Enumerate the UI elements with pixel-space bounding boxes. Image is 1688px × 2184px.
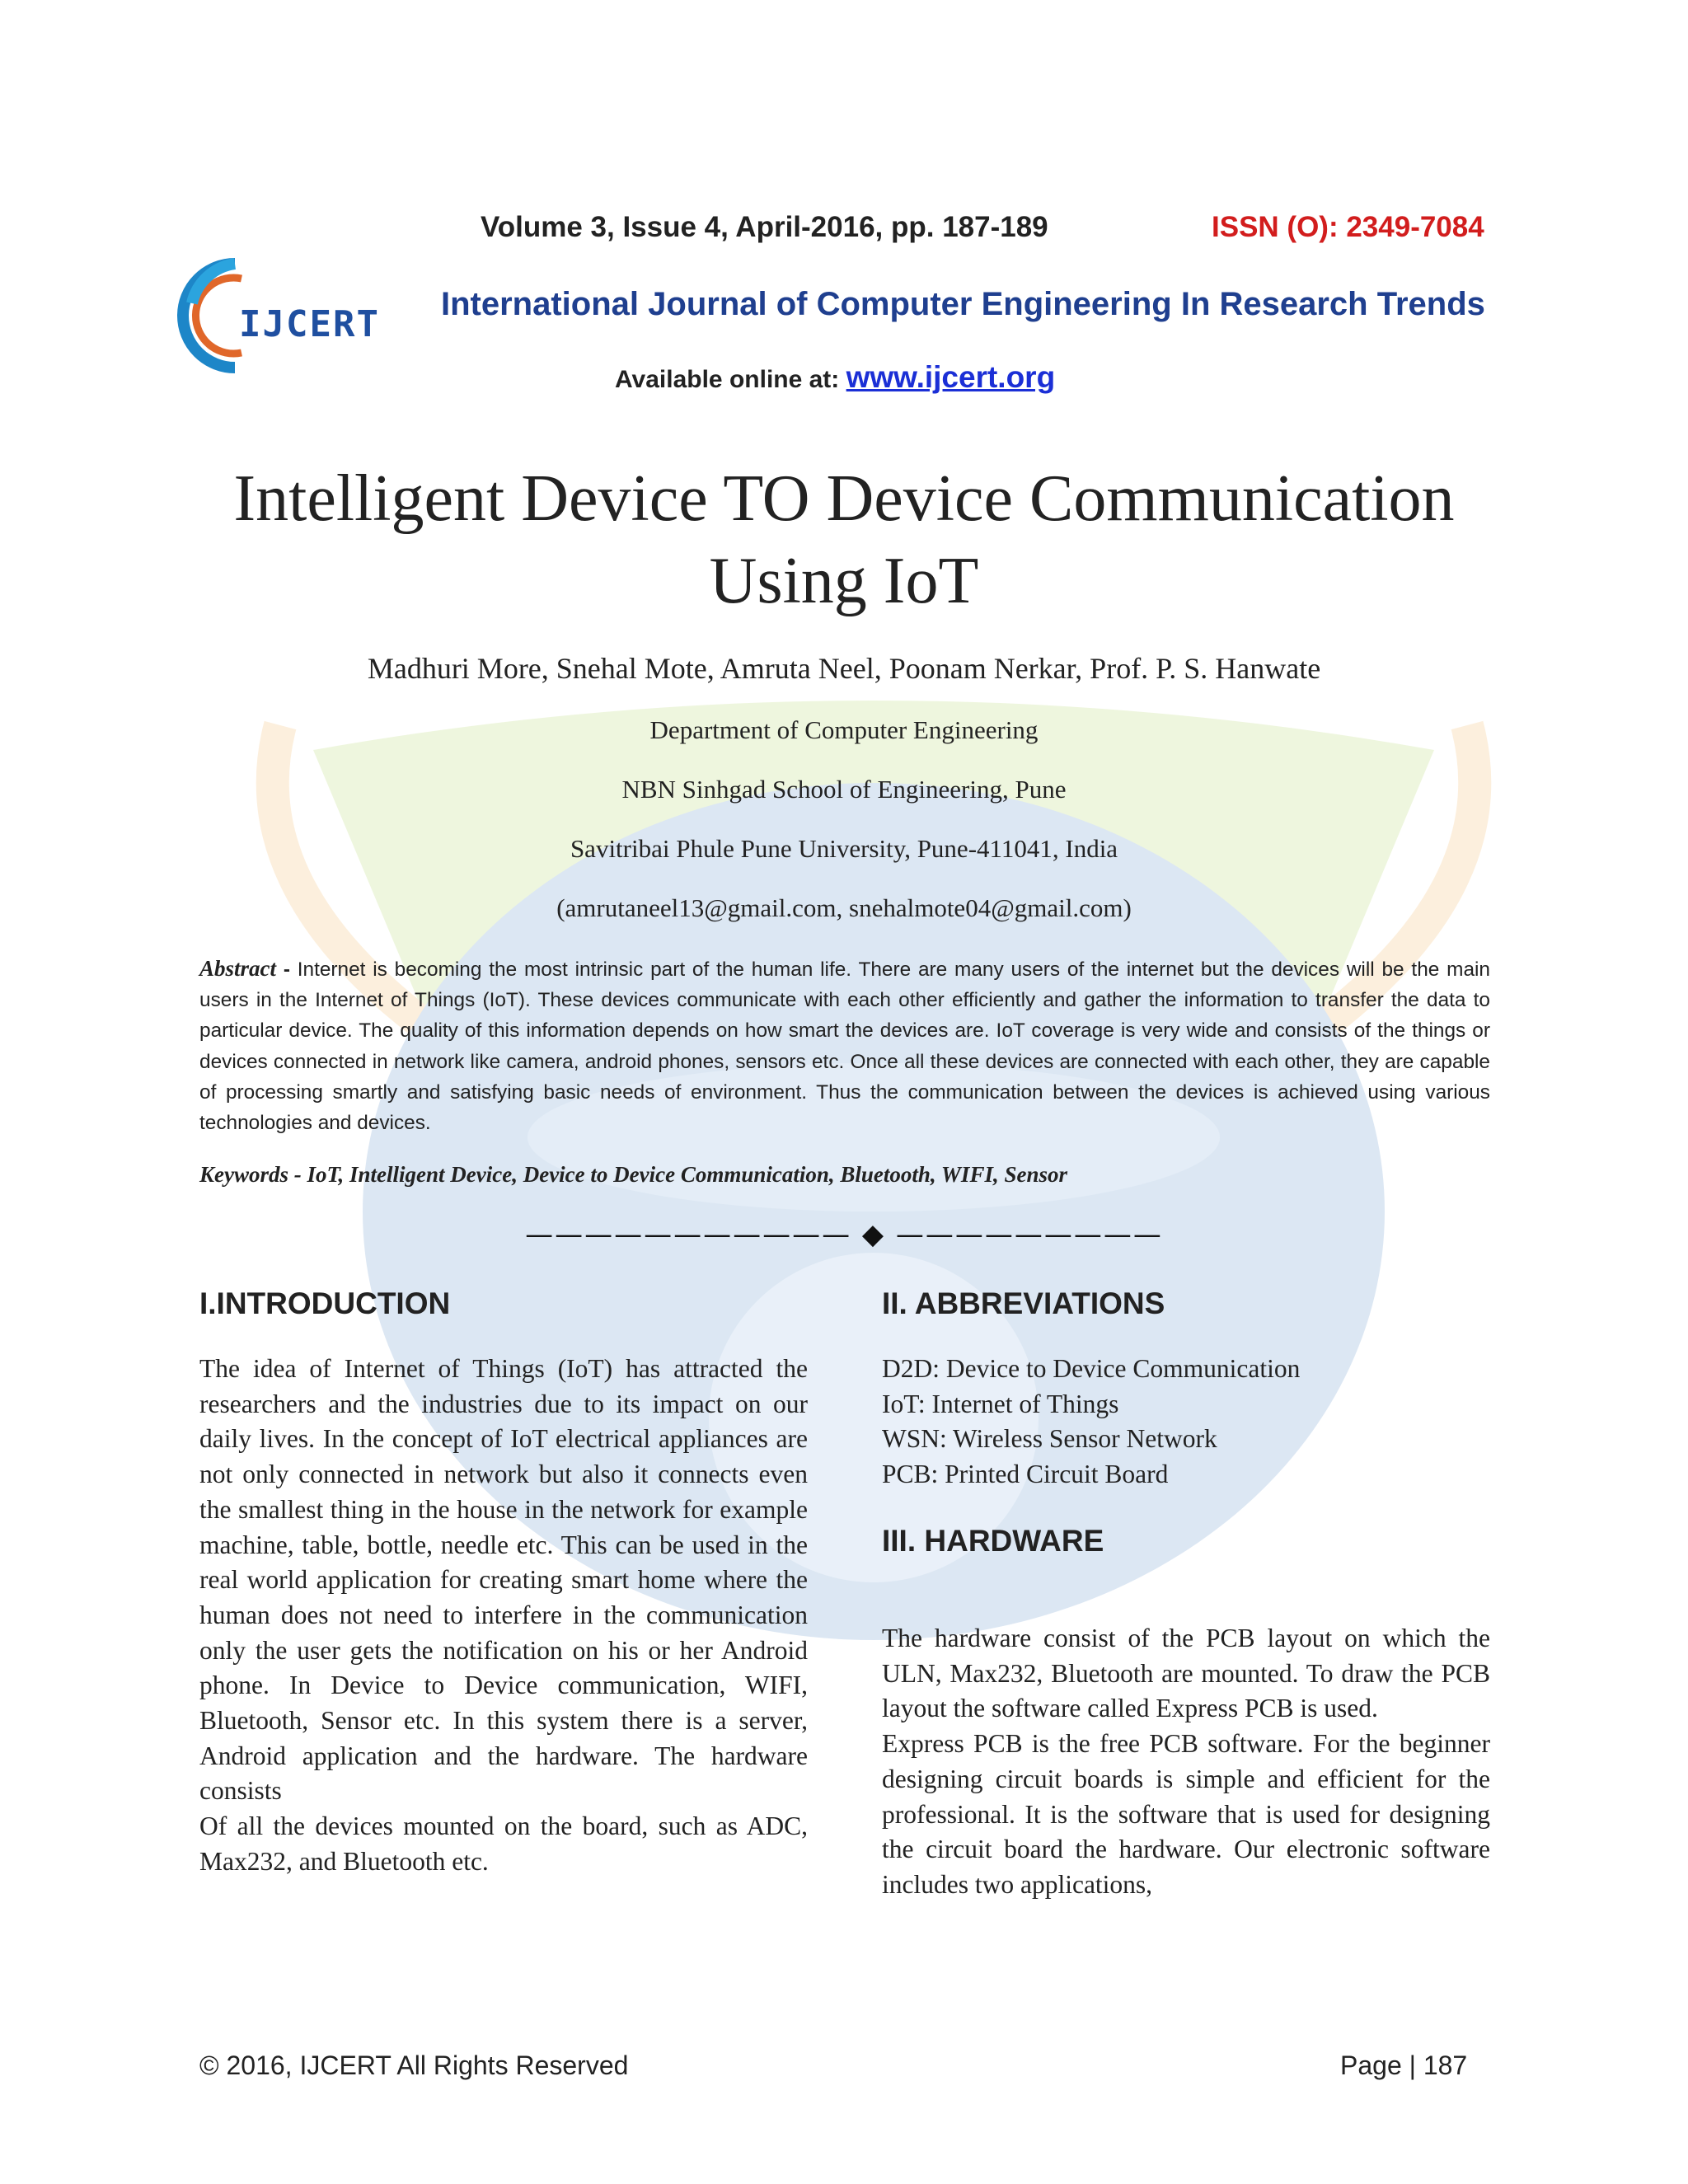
keywords: Keywords - IoT, Intelligent Device, Device to Device Communication, Bluetooth, WIFI, Sensor <box>199 1162 1067 1187</box>
abbreviations-list <box>882 1352 1459 1493</box>
abstract-dash: - <box>276 958 298 981</box>
hardware-paragraph: The hardware consist of the PCB layout on which the ULN, Max232, Bluetooth are mounted. To draw the PCB layout the software called Express PCB is used. <box>882 1624 1490 1723</box>
affiliation-school: NBN Sinhgad School of Engineering, Pune <box>621 775 1067 804</box>
availability-line <box>615 360 1055 395</box>
title-line-2: Using IoT <box>709 545 979 617</box>
abstract-label: Abstract <box>199 956 277 981</box>
abstract <box>199 954 1490 1138</box>
paper-title <box>0 457 1688 622</box>
available-label: Available online at: <box>615 366 846 393</box>
issn-number: ISSN (O): 2349-7084 <box>1212 211 1484 243</box>
page-number: Page | 187 <box>1340 2050 1468 2080</box>
abbreviation-item: IoT: Internet of Things <box>882 1389 1119 1418</box>
copyright-notice: © 2016, IJCERT All Rights Reserved <box>199 2050 629 2080</box>
issue-info: Volume 3, Issue 4, April-2016, pp. 187-189 <box>481 211 1048 243</box>
introduction-body <box>199 1352 808 1880</box>
hardware-body <box>882 1621 1490 1903</box>
svg-text:IJCERT: IJCERT <box>239 303 380 345</box>
introduction-paragraph: Of all the devices mounted on the board, such as ADC, Max232, and Bluetooth etc. <box>199 1811 808 1876</box>
abstract-text: Internet is becoming the most intrinsic part of the human life. There are many users of the internet but the devices will be the main users in the Internet of Things (IoT). These devices communicate with each other efficiently and gather the information to transfer the data to particular device. The quality of this information depends on how smart the devices are. IoT coverage is very wide and consists of the things or devices connected in network like camera, android phones, sensors etc. Once all these devices are connected with each other, they are capable of processing smartly and satisfying basic needs of environment. Thus the communication between the devices is achieved using various technologies and devices. <box>199 958 1490 1135</box>
hardware-heading: III. HARDWARE <box>882 1524 1104 1558</box>
abbreviation-item: WSN: Wireless Sensor Network <box>882 1424 1217 1454</box>
affiliation-department: Department of Computer Engineering <box>649 715 1039 744</box>
hardware-paragraph: Express PCB is the free PCB software. For the beginner designing circuit boards is simple and efficient for the professional. It is the software that is used for designing the circuit board the hardware. Our electronic software includes two applications, <box>882 1729 1490 1899</box>
journal-website-link[interactable]: www.ijcert.org <box>846 360 1056 394</box>
title-line-1: Intelligent Device TO Device Communication <box>233 462 1455 535</box>
section-divider: ——————————— ◆ ————————— <box>525 1218 1163 1251</box>
author-list: Madhuri More, Snehal Mote, Amruta Neel, Poonam Nerkar, Prof. P. S. Hanwate <box>367 652 1321 685</box>
author-emails: (amrutaneel13@gmail.com, snehalmote04@gmail.com) <box>556 893 1132 922</box>
introduction-heading: I.INTRODUCTION <box>199 1286 451 1320</box>
ijcert-logo <box>177 254 383 377</box>
introduction-paragraph: The idea of Internet of Things (IoT) has attracted the researchers and the industries due to its impact on our daily lives. In the concept of IoT electrical appliances are not only connected in network but also it connects even the smallest thing in the house in the network for example machine, table, bottle, needle etc. This can be used in the real world application for creating smart home where the human does not need to interfere in the communication only the user gets the notification on his or her Android phone. In Device to Device communication, WIFI, Bluetooth, Sensor etc. In this system there is a server, Android application and the hardware. The hardware consists <box>199 1354 808 1806</box>
journal-name: International Journal of Computer Engineering In Research Trends <box>441 286 1485 322</box>
abbreviations-heading: II. ABBREVIATIONS <box>882 1286 1165 1320</box>
affiliation-university: Savitribai Phule Pune University, Pune-411041, India <box>570 834 1118 863</box>
abbreviation-item: PCB: Printed Circuit Board <box>882 1460 1169 1489</box>
abbreviation-item: D2D: Device to Device Communication <box>882 1354 1301 1383</box>
